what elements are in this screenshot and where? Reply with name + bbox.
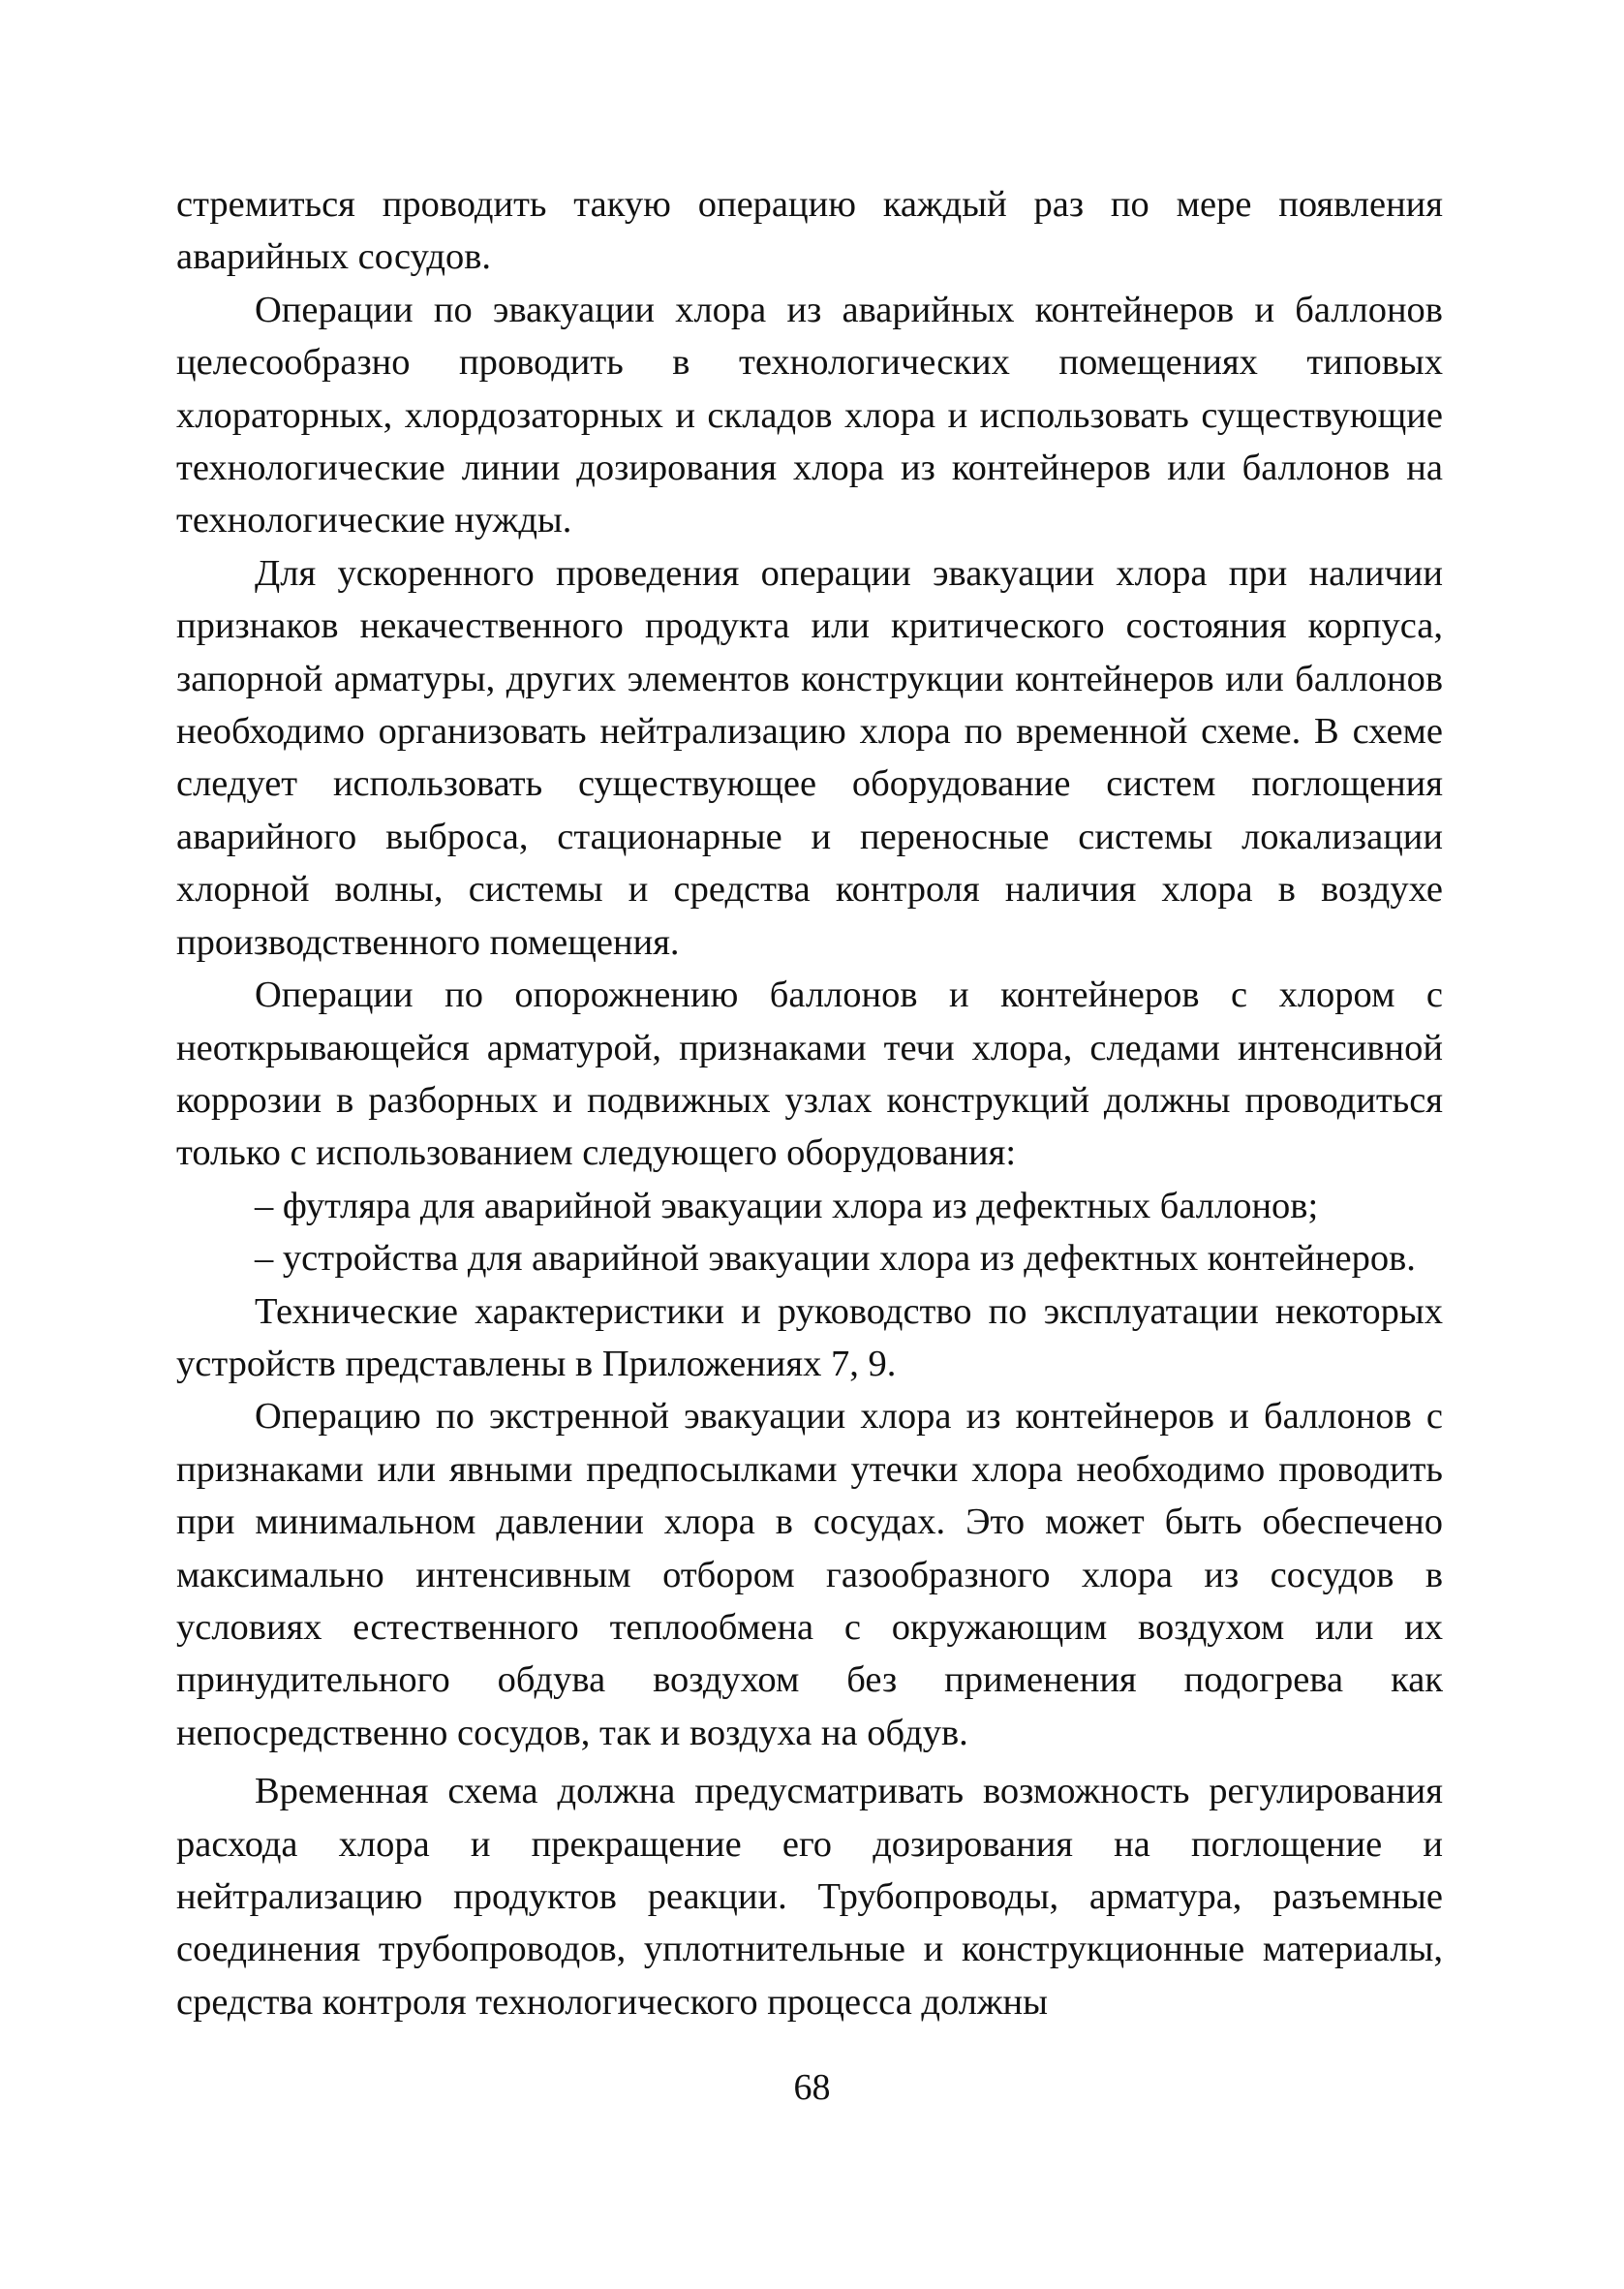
paragraph: Для ускоренного проведения операции эвакуации хлора при наличии признаков некачественного продукта или критического состояния корпуса, запорной арматуры, других элементов конструкции контейнеров или баллонов необходимо организовать нейтрализацию хлора по временной схеме. В схеме следует использовать существующее оборудование систем поглощения аварийного выброса, стационарные и переносные системы локализации хлорной волны, системы и средства контроля наличия хлора в воздухе производственного помещения. bbox=[176, 552, 1443, 963]
paragraph: Операции по опорожнению баллонов и контейнеров с хлором с неоткрывающейся арматурой, признаками течи хлора, следами интенсивной коррозии в разборных и подвижных узлах конструкций должны проводиться только с использованием следующего оборудования: bbox=[176, 974, 1443, 1174]
page-number: 68 bbox=[793, 2067, 831, 2108]
list-item: – устройства для аварийной эвакуации хлора из дефектных контейнеров. bbox=[255, 1238, 1416, 1280]
paragraph: Операции по эвакуации хлора из аварийных контейнеров и баллонов целесообразно проводить в технологических помещениях типовых хлораторных, хлордозаторных и складов хлора и использовать существующие технологические линии дозирования хлора из контейнеров или баллонов на технологические нужды. bbox=[176, 289, 1443, 541]
paragraph: Операцию по экстренной эвакуации хлора из контейнеров и баллонов с признаками или явными предпосылками утечки хлора необходимо проводить при минимальном давлении хлора в сосудах. Это может быть обеспечено максимально интенсивным отбором газообразного хлора из сосудов в условиях естественного теплообмена с окружающим воздухом или их принудительного обдува воздухом без применения подогрева как непосредственно сосудов, так и воздуха на обдув. bbox=[176, 1396, 1443, 1753]
body-text bbox=[176, 178, 1443, 2028]
paragraph: Технические характеристики и руководство по эксплуатации некоторых устройств представлены в Приложениях 7, 9. bbox=[176, 1290, 1443, 1384]
paragraph: Временная схема должна предусматривать возможность регулирования расхода хлора и прекращение его дозирования на поглощение и нейтрализацию продуктов реакции. Трубопроводы, арматура, разъемные соединения трубопроводов, уплотнительные и конструкционные материалы, средства контроля технологического процесса должны bbox=[176, 1771, 1443, 2023]
paragraph-continuation: стремиться проводить такую операцию каждый раз по мере появления аварийных сосудов. bbox=[176, 184, 1443, 278]
list-item: – футляра для аварийной эвакуации хлора из дефектных баллонов; bbox=[255, 1185, 1319, 1226]
